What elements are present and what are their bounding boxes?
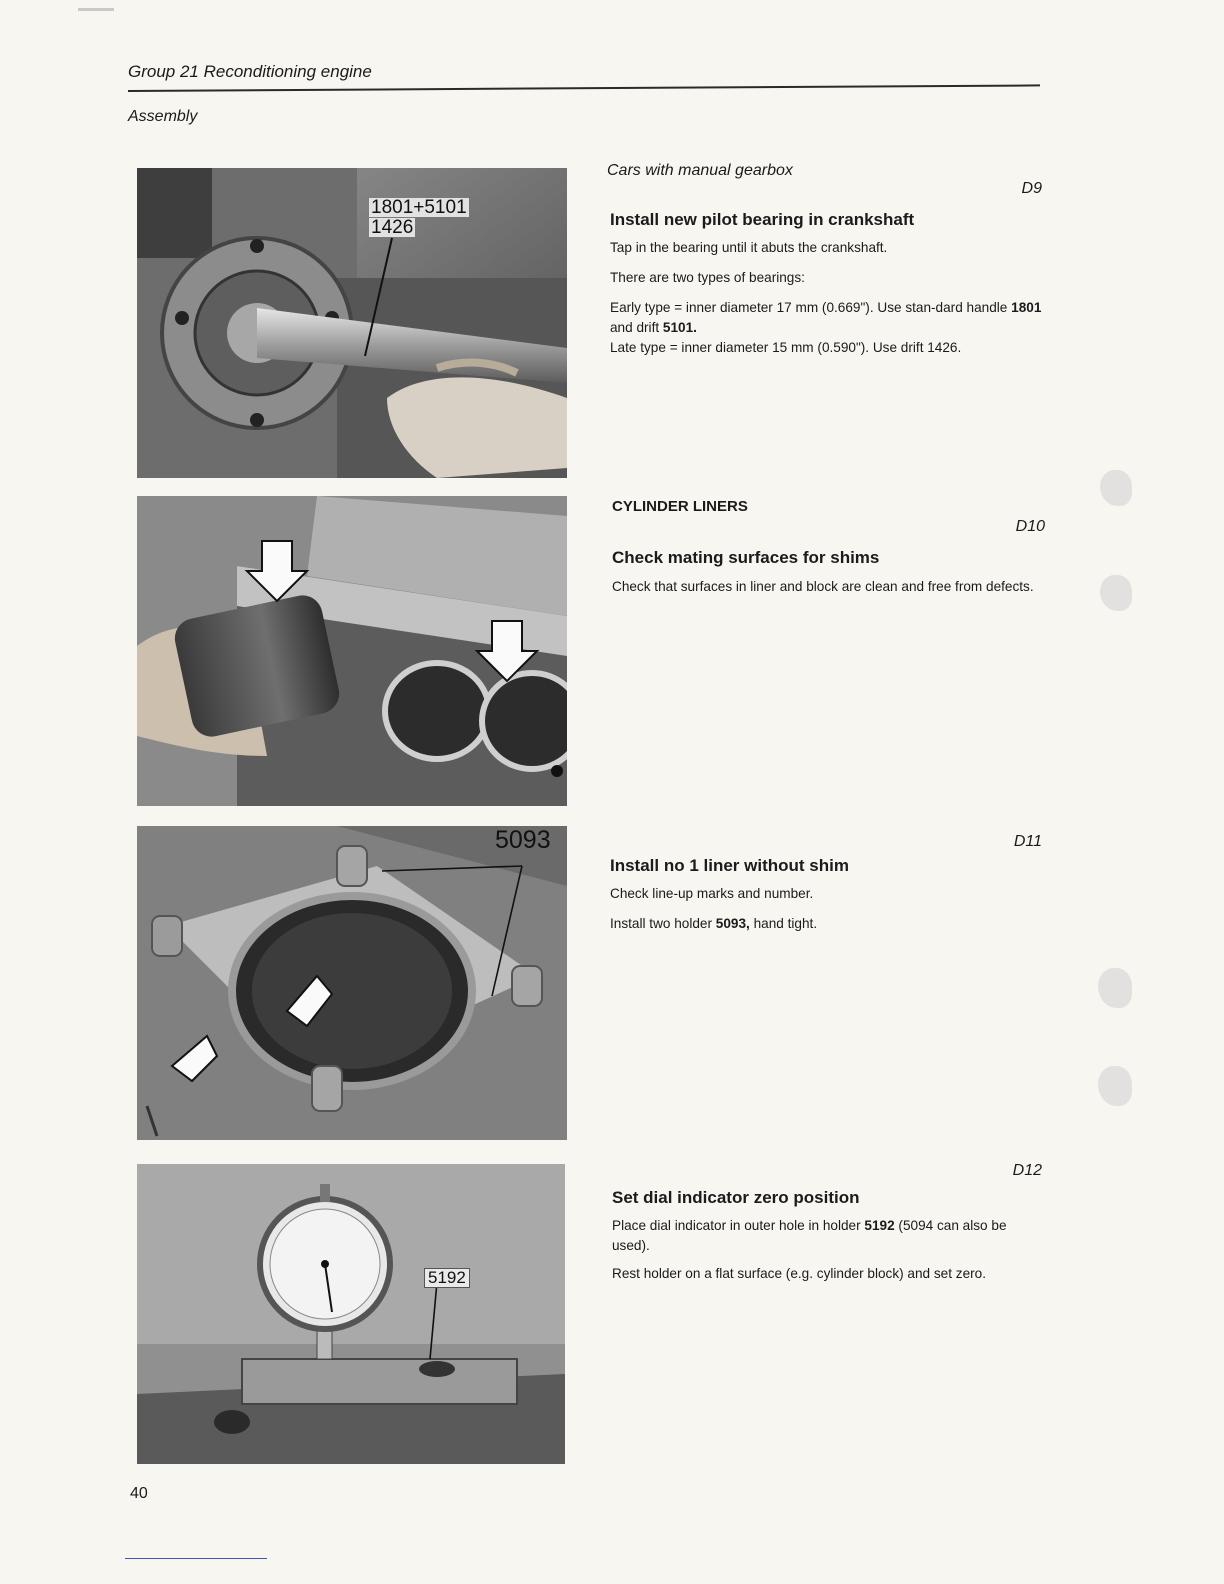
step-d12-text-1 — [612, 1216, 1044, 1256]
step-d11-text-1: Check line-up marks and number. — [610, 886, 814, 901]
scan-mark — [78, 8, 114, 11]
step-d9-text-3 — [610, 298, 1042, 338]
binder-hole-mark — [1098, 1066, 1132, 1106]
photo-dial-indicator-graphic — [137, 1164, 565, 1464]
step-heading-d10: Check mating surfaces for shims — [612, 548, 880, 567]
photo-cylinder-liners — [137, 496, 567, 806]
binder-hole-mark — [1098, 968, 1132, 1008]
tool-callout-1801-5101: 1801+5101 — [371, 197, 467, 218]
step-d12-text-1a: Place dial indicator in outer hole in holder — [612, 1218, 865, 1233]
step-d11-text-2 — [610, 914, 1042, 934]
section-cylinder-liners: CYLINDER LINERS — [612, 498, 748, 515]
step-d12-text-1c: (5094 can also be used). — [612, 1218, 1007, 1253]
photo-liner-holders — [137, 826, 567, 1140]
group-title: Group 21 Reconditioning engine — [128, 62, 372, 81]
tool-number-5093: 5093, — [715, 916, 750, 931]
step-d9-text-2: There are two types of bearings: — [610, 270, 805, 285]
step-d11-text-2c: hand tight. — [749, 916, 818, 931]
photo-pilot-bearing — [137, 168, 567, 478]
step-ref-d9: D9 — [1021, 180, 1042, 197]
step-ref-d10: D10 — [1015, 518, 1045, 535]
step-d9-text-4: Late type = inner diameter 15 mm (0.590"). Use drift 1426. — [610, 340, 962, 355]
subtitle-manual-gearbox: Cars with manual gearbox — [607, 162, 793, 179]
tool-number-1801: 1801 — [1011, 300, 1042, 315]
binder-hole-mark — [1100, 470, 1132, 506]
page-number: 40 — [130, 1485, 148, 1502]
tool-number-5101: 5101. — [662, 320, 697, 335]
binder-hole-mark — [1100, 575, 1132, 611]
step-d9-text-3c: and drift — [610, 320, 663, 335]
step-heading-d12: Set dial indicator zero position — [612, 1188, 860, 1207]
header-rule — [128, 84, 1040, 91]
step-d9-text-3a: Early type = inner diameter 17 mm (0.669"). Use stan-dard handle — [610, 300, 1012, 315]
tool-number-5192: 5192 — [864, 1218, 895, 1233]
step-d12-text-2: Rest holder on a flat surface (e.g. cylinder block) and set zero. — [612, 1266, 987, 1281]
photo-dial-indicator — [137, 1164, 565, 1464]
step-ref-d12: D12 — [1012, 1162, 1042, 1179]
step-d11-text-2a: Install two holder — [610, 916, 716, 931]
step-d10-text-1: Check that surfaces in liner and block are clean and free from defects. — [612, 579, 1034, 594]
step-heading-d9: Install new pilot bearing in crankshaft — [610, 210, 915, 229]
tool-callout-1426: 1426 — [371, 217, 414, 238]
step-ref-d11: D11 — [1013, 833, 1042, 850]
tool-callout-5093: 5093 — [495, 826, 551, 854]
photo-cylinder-liners-graphic — [137, 496, 567, 806]
step-heading-d11: Install no 1 liner without shim — [610, 856, 849, 875]
tool-callout-5192: 5192 — [424, 1268, 470, 1288]
section-title: Assembly — [128, 108, 198, 125]
footer-rule — [125, 1558, 267, 1559]
photo-liner-holders-graphic — [137, 826, 567, 1140]
photo-pilot-bearing-graphic — [137, 168, 567, 478]
step-d9-text-1: Tap in the bearing until it abuts the crankshaft. — [610, 240, 888, 255]
